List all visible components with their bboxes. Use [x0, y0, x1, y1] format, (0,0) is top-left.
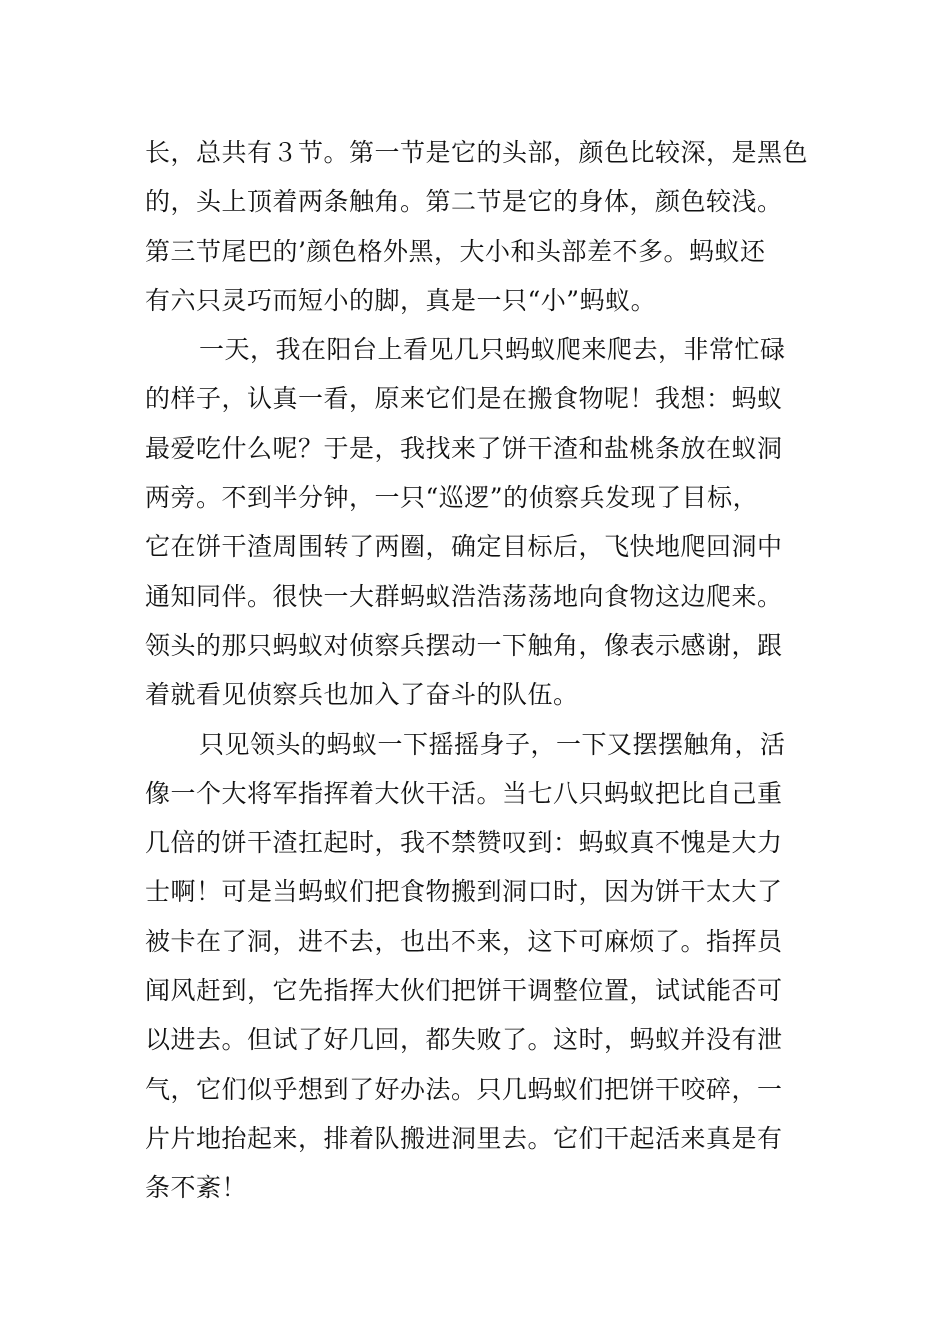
- text-line: 士啊！可是当蚂蚁们把食物搬到洞口时，因为饼干太大了: [145, 877, 783, 907]
- text-line: 通知同伴。很快一大群蚂蚁浩浩荡荡地向食物这边爬来。: [145, 581, 783, 611]
- text-line: 条不紊！: [145, 1173, 248, 1203]
- text-line: 以进去。但试了好几回，都失败了。这时，蚂蚁并没有泄: [145, 1025, 783, 1055]
- text-line: 闻风赶到，它先指挥大伙们把饼干调整位置，试试能否可: [145, 976, 783, 1006]
- text-line: 像一个大将军指挥着大伙干活。当七八只蚂蚁把比自己重: [145, 778, 783, 808]
- text-line: 最爱吃什么呢？于是，我找来了饼干渣和盐桃条放在蚁洞: [145, 433, 783, 463]
- text-line: 它在饼干渣周围转了两圈，确定目标后，飞快地爬回洞中: [145, 532, 783, 562]
- text-line: 第三节尾巴的’颜色格外黑，大小和头部差不多。蚂蚁还: [145, 236, 766, 266]
- text-line: 的，头上顶着两条触角。第二节是它的身体，颜色较浅。: [145, 187, 783, 217]
- paragraph-first-line: 只见领头的蚂蚁一下摇摇身子，一下又摆摆触角，活: [199, 729, 786, 759]
- text-line: 片片地抬起来，排着队搬进洞里去。它们干起活来真是有: [145, 1123, 783, 1153]
- text-line: 领头的那只蚂蚁对侦察兵摆动一下触角，像表示感谢，跟: [145, 630, 783, 660]
- text-line: 有六只灵巧而短小的脚，真是一只“小”蚂蚁。: [145, 285, 657, 315]
- paragraph-first-line: 一天，我在阳台上看见几只蚂蚁爬来爬去，非常忙碌: [199, 335, 786, 365]
- text-line: 着就看见侦察兵也加入了奋斗的队伍。: [145, 680, 579, 710]
- text-line: 几倍的饼干渣扛起时，我不禁赞叹到：蚂蚁真不愧是大力: [145, 828, 783, 858]
- text-line: 气，它们似乎想到了好办法。只几蚂蚁们把饼干咬碎，一: [145, 1074, 783, 1104]
- body-text: [145, 128, 825, 1213]
- text-line: 两旁。不到半分钟，一只“巡逻”的侦察兵发现了目标，: [145, 483, 759, 513]
- text-line: 的样子，认真一看，原来它们是在搬食物呢！我想：蚂蚁: [145, 384, 783, 414]
- text-line: 被卡在了洞，进不去，也出不来，这下可麻烦了。指挥员: [145, 926, 783, 956]
- text-line: 长，总共有３节。第一节是它的头部，颜色比较深，是黑色: [145, 138, 809, 167]
